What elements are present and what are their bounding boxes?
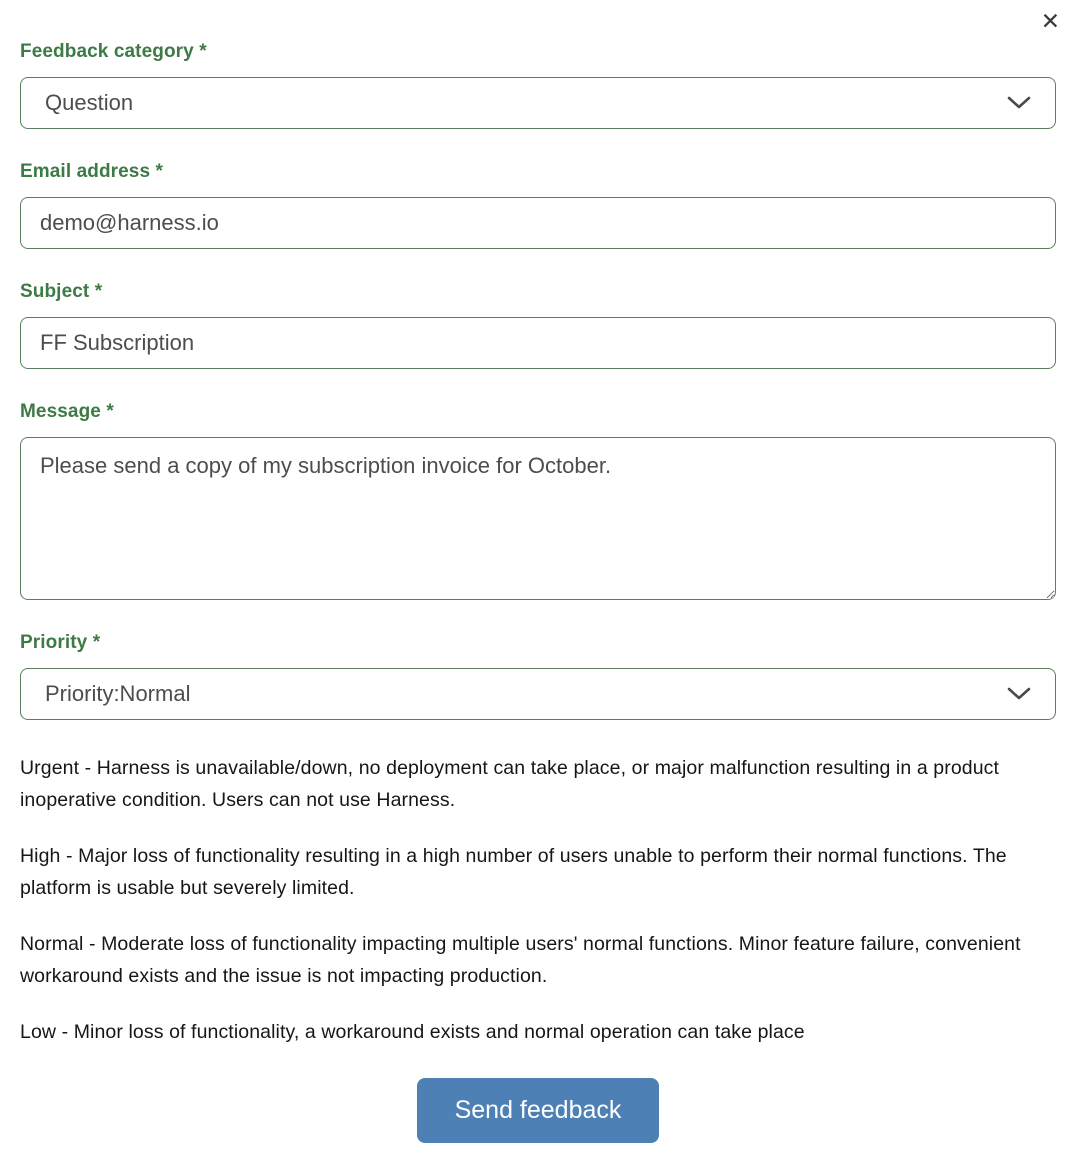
priority-descriptions bbox=[20, 752, 1056, 1048]
required-mark: * bbox=[199, 41, 207, 62]
subject-field[interactable] bbox=[20, 317, 1056, 369]
required-mark: * bbox=[106, 401, 114, 422]
priority-label-text: Priority bbox=[20, 632, 88, 653]
priority-label bbox=[20, 632, 1056, 654]
email-group bbox=[20, 161, 1056, 249]
subject-label-text: Subject bbox=[20, 281, 90, 302]
priority-description-low: Low - Minor loss of functionality, a workaround exists and normal operation can take place bbox=[20, 1021, 805, 1043]
email-field[interactable] bbox=[20, 197, 1056, 249]
chevron-down-icon bbox=[1007, 687, 1031, 701]
send-feedback-button[interactable]: Send feedback bbox=[417, 1078, 660, 1143]
priority-description-high: High - Major loss of functionality resulting in a high number of users unable to perform their normal functions. The platform is usable but severely limited. bbox=[20, 845, 1007, 899]
priority-value: Priority:Normal bbox=[45, 681, 191, 706]
subject-group bbox=[20, 281, 1056, 369]
email-label-text: Email address bbox=[20, 161, 151, 182]
priority-select[interactable] bbox=[20, 668, 1056, 720]
email-label bbox=[20, 161, 1056, 183]
message-label-text: Message bbox=[20, 401, 101, 422]
button-row bbox=[20, 1078, 1056, 1143]
message-group bbox=[20, 401, 1056, 600]
subject-label bbox=[20, 281, 1056, 303]
feedback-category-label-text: Feedback category bbox=[20, 41, 194, 62]
close-icon: ✕ bbox=[1040, 8, 1060, 34]
required-mark: * bbox=[92, 632, 101, 653]
feedback-category-label bbox=[20, 41, 1056, 63]
priority-description-urgent: Urgent - Harness is unavailable/down, no deployment can take place, or major malfunction resulting in a product inoperative condition. Users can not use Harness. bbox=[20, 757, 1000, 811]
required-mark: * bbox=[94, 281, 103, 302]
priority-description-normal: Normal - Moderate loss of functionality impacting multiple users' normal functions. Minor feature failure, convenient workaround exists and the issue is not impacting production. bbox=[20, 933, 1021, 987]
feedback-category-group bbox=[20, 41, 1056, 129]
priority-group bbox=[20, 632, 1056, 720]
message-field[interactable] bbox=[20, 437, 1056, 600]
feedback-category-value: Question bbox=[45, 90, 134, 115]
chevron-down-icon bbox=[1007, 96, 1031, 110]
required-mark: * bbox=[155, 161, 164, 182]
feedback-category-select[interactable] bbox=[20, 77, 1056, 129]
message-label bbox=[20, 401, 1056, 423]
close-button[interactable] bbox=[1037, 6, 1064, 37]
